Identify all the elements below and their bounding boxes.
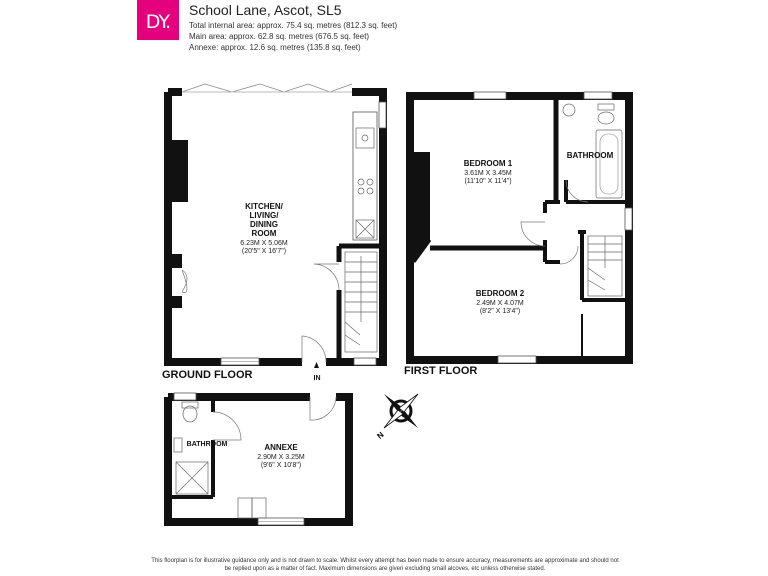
kitchen-name-2: LIVING/ <box>249 211 279 220</box>
annexe-dim-metric: 2.90M X 3.25M <box>257 454 305 461</box>
area-annexe: Annexe: approx. 12.6 sq. metres (135.8 sq. feet) <box>189 43 361 52</box>
area-main: Main area: approx. 62.8 sq. metres (676.5 sq. feet) <box>189 32 370 41</box>
ground-floor-plan <box>162 84 386 382</box>
kitchen-dim-metric: 6.23M X 5.06M <box>240 240 288 247</box>
bedroom2-dim-metric: 2.49M X 4.07M <box>476 300 524 307</box>
kitchen-name-3: DINING <box>250 220 278 229</box>
agency-logo: DY. <box>137 0 179 40</box>
annexe-plan <box>168 393 349 525</box>
annexe-toilet-icon <box>183 406 197 422</box>
area-total: Total internal area: approx. 75.4 sq. metres (812.3 sq. feet) <box>189 21 398 30</box>
disclaimer-text: This floorplan is for illustrative guidance only and is not drawn to scale. Whilst every attempt has been made to ensure accuracy, measurements are approximate and should not be replied upon as a matter of fact. Maximum dimensions are given excluding small alcoves, etc unless otherwise stated. <box>151 558 619 572</box>
bifold-doors-icon <box>182 84 352 92</box>
bedroom1-dim-metric: 3.61M X 3.45M <box>464 170 512 177</box>
entrance-arrow-icon <box>314 362 319 368</box>
compass-north-label: N <box>375 430 386 441</box>
chimney-breast <box>172 140 188 202</box>
annexe-door-icon <box>310 397 336 420</box>
first-stairs-icon <box>588 236 622 296</box>
ground-stairs-icon <box>345 252 377 352</box>
annexe-bathroom-name: BATHROOM <box>186 441 228 448</box>
first-floor-label: FIRST FLOOR <box>404 365 478 377</box>
kitchen-name-4: ROOM <box>251 229 277 238</box>
basin-icon <box>563 104 575 116</box>
first-floor-plan <box>404 92 632 377</box>
kitchen-name-1: KITCHEN/ <box>245 202 283 211</box>
bedroom1-name: BEDROOM 1 <box>463 159 513 168</box>
compass-icon <box>375 394 418 441</box>
bathroom-first-name: BATHROOM <box>566 151 614 160</box>
entrance-label: IN <box>313 375 321 382</box>
ground-floor-label: GROUND FLOOR <box>162 369 253 381</box>
kitchen-dim-imperial: (20'5" X 16'7") <box>241 248 287 255</box>
bedroom1-dim-imperial: (11'10" X 11'4") <box>464 178 512 185</box>
bedroom2-dim-imperial: (8'2" X 13'4") <box>479 308 521 315</box>
annexe-basin-icon <box>174 438 182 452</box>
toilet-icon <box>598 112 614 124</box>
bedroom2-name: BEDROOM 2 <box>475 289 525 298</box>
annexe-dim-imperial: (9'6" X 10'8") <box>260 462 302 469</box>
annexe-name: ANNEXE <box>264 443 298 452</box>
property-title: School Lane, Ascot, SL5 <box>189 2 342 18</box>
front-door-icon <box>302 336 326 362</box>
